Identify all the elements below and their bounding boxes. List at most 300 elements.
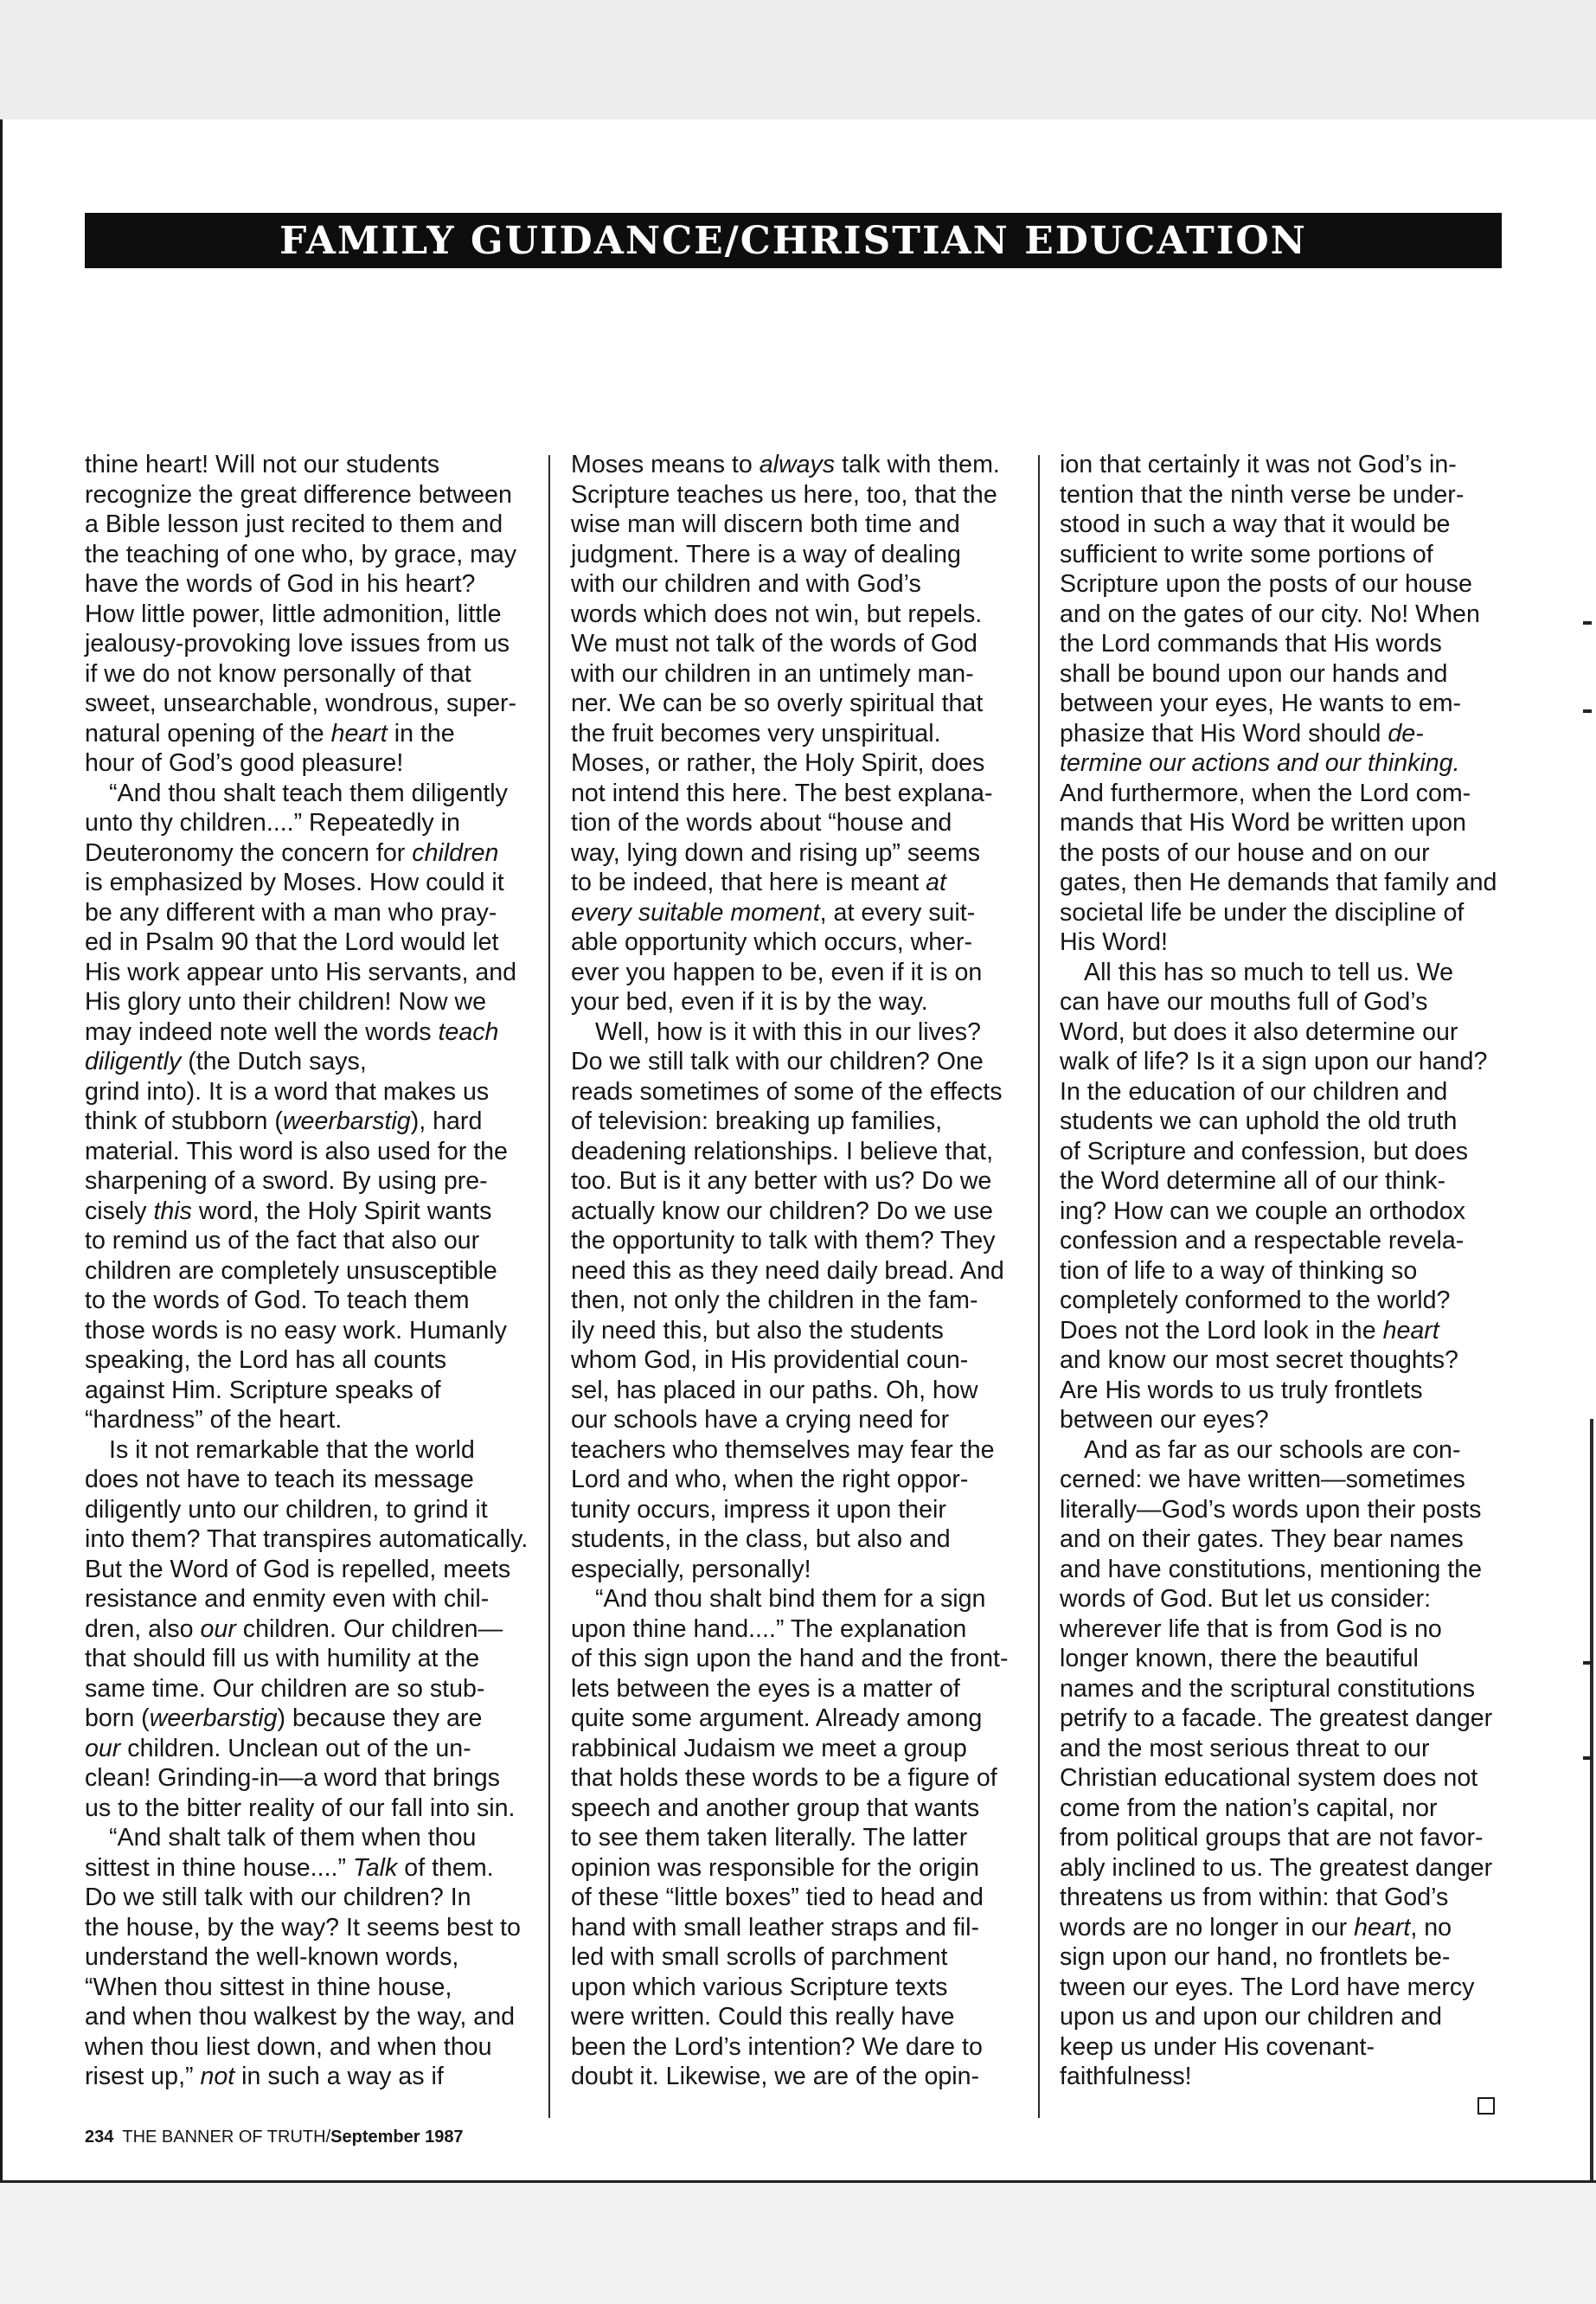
line-text: is emphasized by Moses. How could it [85, 869, 504, 896]
line-text: actually know our children? Do we use [571, 1197, 993, 1225]
text-line [571, 1614, 1016, 1645]
line-text: in the [387, 719, 455, 748]
line-text: and the most serious threat to our [1060, 1734, 1430, 1762]
text-line [1060, 1226, 1505, 1256]
text-line [1060, 1286, 1505, 1316]
text-line [1060, 1704, 1505, 1734]
line-text: and on their gates. They bear names [1060, 1525, 1464, 1553]
line-text: in such a way as if [234, 2063, 444, 2090]
text-line [1060, 1465, 1505, 1495]
line-text: Christian educational system does not [1060, 1764, 1478, 1792]
text-line [85, 2032, 535, 2063]
line-text: “And thou shalt bind them for a sign [595, 1585, 986, 1613]
text-line [85, 1286, 535, 1316]
line-text: children. Our children— [235, 1614, 503, 1643]
text-line [1060, 1197, 1505, 1227]
scan-left-edge [0, 119, 3, 2300]
line-text: gates, then He demands that family and [1060, 869, 1497, 896]
italic-text: weerbarstig [282, 1107, 411, 1135]
line-text: His work appear unto His servants, and [85, 958, 517, 986]
line-text: does not have to teach its message [85, 1466, 474, 1493]
line-text: of this sign upon the hand and the front- [571, 1645, 1009, 1672]
italic-text: termine our actions and our thinking. [1060, 749, 1460, 777]
text-line [1060, 540, 1505, 570]
line-text: the opportunity to talk with them? They [571, 1227, 996, 1255]
text-line [571, 569, 1016, 600]
line-text: students we can uphold the old truth [1060, 1107, 1458, 1135]
text-line [1060, 1734, 1505, 1764]
line-text: to be indeed, that here is meant [571, 869, 926, 896]
text-line [1060, 898, 1505, 928]
text-line [85, 1913, 535, 1943]
text-line [571, 1763, 1016, 1794]
text-line [85, 600, 535, 630]
text-line [85, 689, 535, 719]
text-line [571, 1734, 1016, 1764]
line-text: that should fill us with humility at the [85, 1645, 480, 1672]
text-line [571, 1405, 1016, 1435]
line-text: unto thy children....” Repeatedly in [85, 809, 460, 837]
scan-bottom-margin [0, 2180, 1596, 2304]
line-text: confession and a respectable revela- [1060, 1227, 1465, 1255]
line-text: We must not talk of the words of God [571, 630, 977, 658]
line-text: His Word! [1060, 928, 1168, 956]
line-text: thine heart! Will not our students [85, 451, 440, 478]
line-text: Is it not remarkable that the world [109, 1435, 475, 1464]
text-line [571, 2002, 1016, 2032]
line-text: students, in the class, but also and [571, 1525, 951, 1553]
line-text: dren, also [85, 1614, 201, 1643]
text-line [1060, 1614, 1505, 1645]
text-line [571, 1047, 1016, 1077]
text-line [85, 1077, 535, 1107]
text-line [1060, 719, 1505, 749]
text-line [1060, 2002, 1505, 2032]
text-line [1060, 510, 1505, 540]
text-line [1060, 838, 1505, 869]
italic-text: de- [1388, 719, 1424, 748]
line-text: sharpening of a sword. By using pre- [85, 1167, 488, 1195]
issue-date: September 1987 [330, 2128, 464, 2147]
line-text: threatens us from within: that God’s [1060, 1884, 1449, 1911]
line-text: Moses, or rather, the Holy Spirit, does [571, 749, 985, 777]
text-line [1060, 600, 1505, 630]
line-text: His glory unto their children! Now we [85, 988, 487, 1016]
line-text: words which does not win, but repels. [571, 600, 983, 628]
italic-text: at [926, 869, 946, 896]
line-text: way, lying down and rising up” seems [571, 838, 981, 867]
text-line [571, 1017, 1016, 1048]
text-line [571, 1465, 1016, 1495]
line-text: us to the bitter reality of our fall into sin. [85, 1794, 516, 1822]
text-line [1060, 1107, 1505, 1137]
line-text: those words is no easy work. Humanly [85, 1316, 507, 1345]
line-text: grind into). It is a word that makes us [85, 1077, 490, 1106]
line-text: ever you happen to be, even if it is on [571, 958, 983, 986]
line-text: judgment. There is a way of dealing [571, 540, 961, 568]
text-line [571, 1973, 1016, 2003]
line-text: words are no longer in our [1060, 1913, 1355, 1941]
line-text: quite some argument. Already among [571, 1704, 983, 1732]
line-text: tion of the words about “house and [571, 809, 952, 837]
text-line [1060, 748, 1505, 779]
line-text: completely conformed to the world? [1060, 1287, 1451, 1314]
line-text: and on the gates of our city. No! When [1060, 600, 1480, 628]
line-text: word, the Holy Spirit wants [191, 1197, 492, 1225]
text-line [571, 1644, 1016, 1674]
line-text: born ( [85, 1704, 150, 1732]
line-text: deadening relationships. I believe that, [571, 1137, 994, 1165]
text-line [1060, 1674, 1505, 1704]
text-line [571, 689, 1016, 719]
text-line [571, 629, 1016, 659]
text-line [85, 808, 535, 838]
text-line [85, 569, 535, 600]
line-text: talk with them. [835, 451, 1000, 478]
text-line [571, 600, 1016, 630]
line-text: faithfulness! [1060, 2063, 1192, 2090]
line-text: “hardness” of the heart. [85, 1406, 343, 1434]
text-line [85, 1405, 535, 1435]
line-text: wise man will discern both time and [571, 510, 960, 538]
line-text: jealousy-provoking love issues from us [85, 630, 510, 658]
text-line [85, 719, 535, 749]
text-line [571, 1226, 1016, 1256]
line-text: teachers who themselves may fear the [571, 1435, 995, 1464]
line-text: cisely [85, 1197, 154, 1225]
text-line [571, 1107, 1016, 1137]
line-text: to remind us of the fact that also our [85, 1227, 480, 1255]
text-line [1060, 659, 1505, 690]
line-text: if we do not know personally of that [85, 659, 471, 688]
line-text: names and the scriptural constitutions [1060, 1674, 1475, 1703]
line-text: stood in such a way that it would be [1060, 510, 1451, 538]
line-text: walk of life? Is it a sign upon our hand? [1060, 1048, 1488, 1075]
scan-top-margin [0, 0, 1596, 119]
text-line [85, 748, 535, 779]
text-line [571, 838, 1016, 869]
line-text: the house, by the way? It seems best to [85, 1913, 521, 1941]
line-text: natural opening of the [85, 719, 331, 748]
line-text: ably inclined to us. The greatest danger [1060, 1853, 1493, 1882]
line-text: material. This word is also used for the [85, 1137, 508, 1165]
line-text: literally—God’s words upon their posts [1060, 1495, 1482, 1524]
text-line [85, 1853, 535, 1884]
line-text: with our children and with God’s [571, 570, 921, 598]
line-text: All this has so much to tell us. We [1084, 958, 1453, 986]
scan-edge-mark [1583, 1756, 1592, 1760]
text-line [571, 450, 1016, 480]
text-line [1060, 1584, 1505, 1614]
line-text: to see them taken literally. The latter [571, 1824, 968, 1852]
text-line [85, 659, 535, 690]
text-line [1060, 1942, 1505, 1973]
line-text: sittest in thine house....” [85, 1853, 353, 1882]
text-line [1060, 1017, 1505, 1048]
line-text: your bed, even if it is by the way. [571, 988, 928, 1016]
text-line [571, 1435, 1016, 1466]
text-line [1060, 927, 1505, 958]
line-text: mands that His Word be written upon [1060, 809, 1466, 837]
text-line [85, 1942, 535, 1973]
text-line [571, 1197, 1016, 1227]
text-line [85, 838, 535, 869]
line-text: ing? How can we couple an orthodox [1060, 1197, 1465, 1225]
line-text: keep us under His covenant- [1060, 2032, 1375, 2061]
text-line [85, 1197, 535, 1227]
line-text: upon thine hand....” The explanation [571, 1614, 967, 1643]
line-text: shall be bound upon our hands and [1060, 659, 1448, 688]
line-text: between your eyes, He wants to em- [1060, 690, 1462, 717]
line-text: phasize that His Word should [1060, 719, 1388, 748]
text-line [85, 1674, 535, 1704]
text-line [1060, 1524, 1505, 1555]
line-text: have the words of God in his heart? [85, 570, 476, 598]
text-line [85, 1226, 535, 1256]
text-line [85, 1524, 535, 1555]
text-line [85, 958, 535, 988]
line-text: and know our most secret thoughts? [1060, 1346, 1458, 1374]
line-text: hand with small leather straps and fil- [571, 1913, 980, 1941]
line-text: and have constitutions, mentioning the [1060, 1555, 1483, 1583]
text-line [1060, 1883, 1505, 1913]
text-line [571, 2062, 1016, 2092]
text-line [571, 1853, 1016, 1884]
line-text: with our children in an untimely man- [571, 659, 974, 688]
line-text: of Scripture and confession, but does [1060, 1137, 1469, 1165]
text-line [571, 1913, 1016, 1943]
text-line [85, 1465, 535, 1495]
text-line [85, 987, 535, 1017]
line-text: societal life be under the discipline of [1060, 898, 1465, 927]
text-line [571, 1166, 1016, 1197]
line-text: tween our eyes. The Lord have mercy [1060, 1973, 1475, 2001]
italic-text: heart [330, 719, 388, 748]
text-line [85, 1973, 535, 2003]
text-line [571, 927, 1016, 958]
line-text: Do we still talk with our children? One [571, 1048, 984, 1075]
line-text: opinion was responsible for the origin [571, 1853, 980, 1882]
line-text: Well, how is it with this in our lives? [595, 1017, 982, 1046]
italic-text: weerbarstig [149, 1704, 278, 1732]
text-line [85, 1345, 535, 1376]
text-line [85, 1435, 535, 1466]
text-line [85, 1316, 535, 1346]
end-of-article-mark [1477, 2097, 1495, 2115]
article-column-2 [571, 450, 1016, 2092]
section-header [85, 213, 1502, 268]
text-line [85, 779, 535, 809]
text-line [85, 1704, 535, 1734]
line-text: recognize the great difference between [85, 480, 512, 509]
line-text: cerned: we have written—sometimes [1060, 1466, 1465, 1493]
page-footer [85, 2125, 464, 2149]
line-text: from political groups that are not favor- [1060, 1824, 1484, 1852]
line-text: and when thou walkest by the way, and [85, 2003, 515, 2031]
line-text: Scripture upon the posts of our house [1060, 570, 1472, 598]
line-text: especially, personally! [571, 1555, 811, 1583]
text-line [571, 1704, 1016, 1734]
text-line [1060, 1644, 1505, 1674]
line-text: , no [1410, 1913, 1452, 1941]
italic-text: our [200, 1614, 236, 1643]
text-line [85, 1614, 535, 1645]
text-line [1060, 868, 1505, 898]
line-text: Does not the Lord look in the [1060, 1316, 1383, 1345]
line-text: into them? That transpires automatically. [85, 1525, 529, 1553]
line-text: not intend this here. The best explana- [571, 779, 993, 807]
line-text: the posts of our house and on our [1060, 838, 1430, 867]
line-text: resistance and enmity even with chil- [85, 1585, 490, 1613]
line-text: “And thou shalt teach them diligently [109, 779, 508, 807]
line-text: Are His words to us truly frontlets [1060, 1376, 1423, 1404]
line-text: And furthermore, when the Lord com- [1060, 779, 1471, 807]
text-line [1060, 958, 1505, 988]
text-line [571, 1524, 1016, 1555]
line-text: ily need this, but also the students [571, 1316, 944, 1345]
article-column-3 [1060, 450, 1505, 2092]
line-text: ion that certainly it was not God’s in- [1060, 451, 1457, 478]
line-text: the Lord commands that His words [1060, 630, 1442, 658]
line-text: ) because they are [277, 1704, 483, 1732]
text-line [1060, 1973, 1505, 2003]
line-text: rabbinical Judaism we meet a group [571, 1734, 967, 1762]
text-line [571, 1584, 1016, 1614]
text-line [1060, 1345, 1505, 1376]
text-line [1060, 1823, 1505, 1853]
line-text: Do we still talk with our children? In [85, 1884, 471, 1911]
line-text: sufficient to write some portions of [1060, 540, 1433, 568]
line-text: of television: breaking up families, [571, 1107, 943, 1135]
text-line [1060, 2032, 1505, 2063]
line-text: tention that the ninth verse be under- [1060, 480, 1465, 509]
text-line [1060, 1405, 1505, 1435]
line-text: understand the well-known words, [85, 1943, 459, 1971]
line-text: upon which various Scripture texts [571, 1973, 948, 2001]
line-text: sel, has placed in our paths. Oh, how [571, 1376, 978, 1404]
line-text: our schools have a crying need for [571, 1406, 950, 1434]
text-line [1060, 1495, 1505, 1525]
line-text: hour of God’s good pleasure! [85, 749, 404, 777]
line-text: Moses means to [571, 451, 760, 478]
line-text: (the Dutch says, [181, 1048, 367, 1075]
line-text: clean! Grinding-in—a word that brings [85, 1764, 500, 1792]
line-text: led with small scrolls of parchment [571, 1943, 948, 1971]
line-text: doubt it. Likewise, we are of the opin- [571, 2063, 980, 2090]
line-text: same time. Our children are so stub- [85, 1674, 485, 1703]
text-line [1060, 1763, 1505, 1794]
line-text: speaking, the Lord has all counts [85, 1346, 447, 1374]
text-line [1060, 779, 1505, 809]
text-line [85, 1734, 535, 1764]
text-line [571, 898, 1016, 928]
line-text: able opportunity which occurs, wher- [571, 928, 973, 956]
line-text: ), hard [410, 1107, 483, 1135]
line-text: sign upon our hand, no frontlets be- [1060, 1943, 1451, 1971]
text-line [85, 898, 535, 928]
text-line [85, 1794, 535, 1824]
text-line [571, 748, 1016, 779]
line-text: think of stubborn ( [85, 1107, 283, 1135]
line-text: been the Lord’s intention? We dare to [571, 2032, 983, 2061]
text-line [1060, 629, 1505, 659]
page-number: 234 [85, 2128, 114, 2147]
italic-text: diligently [85, 1048, 182, 1075]
line-text: tion of life to a way of thinking so [1060, 1256, 1418, 1285]
text-line [571, 1883, 1016, 1913]
text-line [1060, 2062, 1505, 2092]
line-text: lets between the eyes is a matter of [571, 1674, 960, 1703]
line-text: diligently unto our children, to grind it [85, 1495, 488, 1524]
line-text: need this as they need daily bread. And [571, 1256, 1004, 1285]
line-text: reads sometimes of some of the effects [571, 1077, 1003, 1106]
line-text: come from the nation’s capital, nor [1060, 1794, 1438, 1822]
line-text: How little power, little admonition, little [85, 600, 502, 628]
text-line [571, 1137, 1016, 1167]
line-text: the teaching of one who, by grace, may [85, 540, 517, 568]
text-line [571, 480, 1016, 510]
column-divider [1038, 455, 1040, 2118]
text-line [85, 450, 535, 480]
italic-text: every suitable moment [571, 898, 820, 927]
text-line [571, 1345, 1016, 1376]
line-text: , at every suit- [819, 898, 976, 927]
text-line [571, 1077, 1016, 1107]
line-text: sweet, unsearchable, wondrous, super- [85, 690, 517, 717]
text-line [1060, 987, 1505, 1017]
line-text: may indeed note well the words [85, 1017, 439, 1046]
text-line [1060, 1166, 1505, 1197]
line-text: petrify to a facade. The greatest danger [1060, 1704, 1493, 1732]
text-line [571, 1316, 1016, 1346]
line-text: words of God. But let us consider: [1060, 1585, 1432, 1613]
text-line [571, 540, 1016, 570]
text-line [1060, 808, 1505, 838]
text-line [571, 2032, 1016, 2063]
italic-text: this [153, 1197, 192, 1225]
line-text: “When thou sittest in thine house, [85, 1973, 452, 2001]
line-text: ed in Psalm 90 that the Lord would let [85, 928, 499, 956]
italic-text: children [412, 838, 499, 867]
line-text: then, not only the children in the fam- [571, 1287, 978, 1314]
text-line [85, 1555, 535, 1585]
italic-text: heart [1382, 1316, 1439, 1345]
line-text: upon us and upon our children and [1060, 2003, 1442, 2031]
line-text: longer known, there the beautiful [1060, 1645, 1419, 1672]
line-text: too. But is it any better with us? Do we [571, 1167, 992, 1195]
publication-name: THE BANNER OF TRUTH [122, 2128, 326, 2147]
text-line [571, 510, 1016, 540]
text-line [571, 1674, 1016, 1704]
text-line [85, 629, 535, 659]
line-text: children. Unclean out of the un- [120, 1734, 471, 1762]
text-line [571, 1256, 1016, 1287]
line-text: And as far as our schools are con- [1084, 1435, 1461, 1464]
line-text: be any different with a man who pray- [85, 898, 497, 927]
text-line [571, 868, 1016, 898]
text-line [571, 1555, 1016, 1585]
italic-text: heart [1354, 1913, 1411, 1941]
text-line [85, 927, 535, 958]
text-line [571, 987, 1016, 1017]
text-line [1060, 450, 1505, 480]
text-line [85, 868, 535, 898]
line-text: a Bible lesson just recited to them and [85, 510, 503, 538]
text-line [571, 1942, 1016, 1973]
italic-text: Talk [352, 1853, 398, 1882]
scan-edge-mark [1583, 1661, 1592, 1665]
article-column-1 [85, 450, 535, 2092]
